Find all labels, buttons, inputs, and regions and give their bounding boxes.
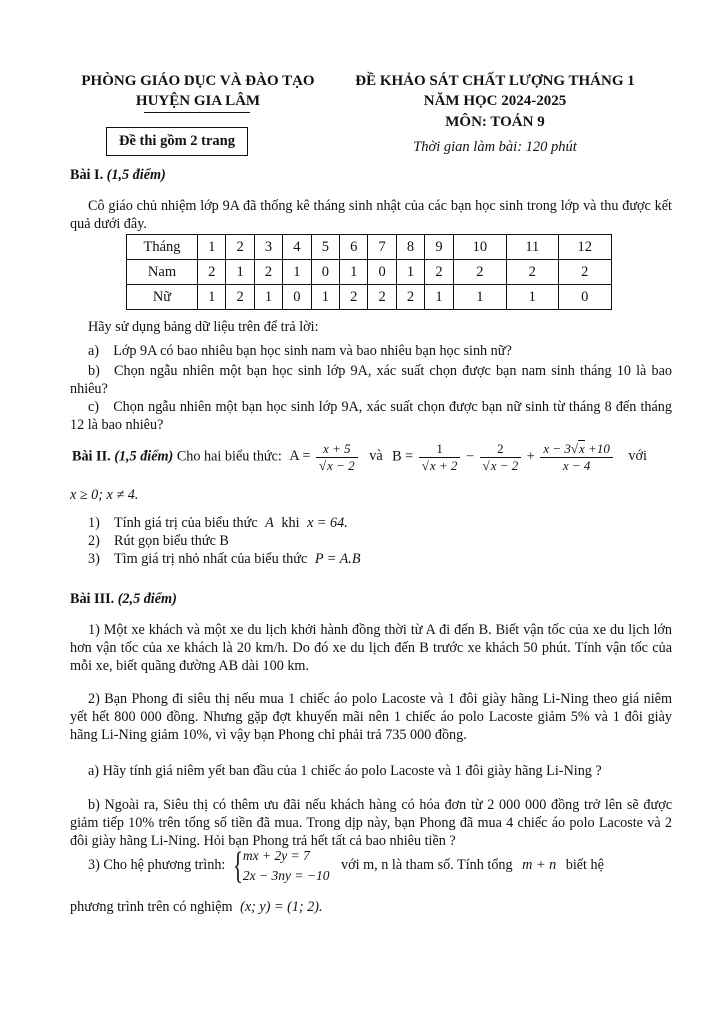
p3-solution: (x; y) = (1; 2). <box>240 899 323 915</box>
bai3-problem-2b: b) Ngoài ra, Siêu thị có thêm ưu đãi nếu khách hàng có hóa đơn từ 2 000 000 đồng trở lên sẽ được giảm tiếp 10% trên tổng số tiền đã mua. Trong dịp này, bạn Phong đã mua 4 chiếc áo polo Lacoste và 2 đôi giày hãng Li-Ning. Hỏi bạn Phong trả hết tất cả bao nhiêu tiền ? <box>70 797 672 850</box>
row-label-nam: Nam <box>127 260 198 285</box>
expr-b-term1 <box>419 441 461 473</box>
q1-value: x = 64. <box>307 515 348 531</box>
table-cell: 2 <box>198 260 226 285</box>
expr-a-label: A = <box>289 448 311 465</box>
term1-denominator: √x + 2 <box>421 457 458 473</box>
table-cell: 3 <box>254 235 282 260</box>
table-cell: 1 <box>507 285 559 310</box>
bai2-intro: Cho hai biểu thức: <box>176 448 282 465</box>
q1-var: A <box>265 515 274 531</box>
q3-expr: P = A.B <box>314 551 361 567</box>
table-cell: 4 <box>283 235 311 260</box>
table-cell: 1 <box>396 260 424 285</box>
radicand: x <box>327 457 333 473</box>
bai3-problem-3-line1 <box>88 846 676 885</box>
table-cell: 1 <box>254 285 282 310</box>
p3-intro: 3) Cho hệ phương trình: <box>88 856 226 873</box>
table-cell: 1 <box>198 285 226 310</box>
system-equation-2: 2x − 3ny = −10 <box>242 867 330 883</box>
bai2-heading-line <box>72 441 676 473</box>
table-cell: 2 <box>368 285 396 310</box>
radicand: x <box>579 441 585 456</box>
bai1-points: (1,5 điểm) <box>106 167 166 183</box>
pages-note-box: Đề thi gồm 2 trang <box>106 127 248 156</box>
bai2-title: Bài II. <box>72 448 111 465</box>
bai3-heading <box>70 590 177 608</box>
table-cell: 2 <box>340 285 368 310</box>
table-cell: 11 <box>507 235 559 260</box>
time-limit: Thời gian làm bài: 120 phút <box>413 139 577 155</box>
table-row-nam <box>127 260 612 285</box>
expr-a-fraction <box>316 441 358 473</box>
expr-a-denominator: √x − 2 <box>318 457 355 473</box>
numerator-post: +10 <box>584 441 610 456</box>
p3-post: biết hệ <box>565 856 604 873</box>
expr-b-label: B = <box>392 448 414 465</box>
system-equation-1: mx + 2y = 7 <box>242 848 310 863</box>
expr-a-numerator: x + 5 <box>316 441 358 458</box>
bai1-question-b: b) Chọn ngẫu nhiên một bạn học sinh lớp 9A, xác suất chọn được bạn nam sinh tháng 10 là bao nhiêu? <box>70 363 672 398</box>
table-cell: 0 <box>311 260 339 285</box>
p3-sum: m + n <box>522 856 557 873</box>
table-cell: 12 <box>558 235 611 260</box>
denominator-rest: − 2 <box>496 457 519 473</box>
table-cell: 2 <box>558 260 611 285</box>
table-cell: 2 <box>226 235 254 260</box>
expr-b-term3 <box>540 441 613 473</box>
birthday-stats-table <box>126 234 612 310</box>
table-cell: 0 <box>283 285 311 310</box>
table-row-nu <box>127 285 612 310</box>
table-cell: 8 <box>396 235 424 260</box>
term2-denominator: √x − 2 <box>482 457 519 473</box>
denominator-rest: − 2 <box>332 457 355 473</box>
q1-mid: khi <box>281 515 300 531</box>
minus-sign: − <box>465 448 474 465</box>
numerator-pre: x − 3 <box>543 441 571 456</box>
table-cell: 2 <box>396 285 424 310</box>
table-cell: 1 <box>453 285 506 310</box>
brace-icon: { <box>232 845 243 887</box>
radicand: x <box>429 457 436 473</box>
bai3-problem-2: 2) Bạn Phong đi siêu thị nếu mua 1 chiếc áo polo Lacoste và 1 đôi giày hãng Li-Ning theo giá niêm yết hết 800 000 đồng. Nhưng gặp đợt khuyến mãi nên 1 chiếc áo polo Lacoste giảm 5% và 1 đôi giày hãng Li-Ning giảm 10%, vì vậy bạn Phong chỉ phải trả 735 000 đồng. <box>70 691 672 744</box>
bai3-problem-3-line2 <box>70 898 323 916</box>
table-cell: 9 <box>425 235 453 260</box>
subject: MÔN: TOÁN 9 <box>445 114 545 130</box>
table-cell: 2 <box>425 260 453 285</box>
p3-line2-text: phương trình trên có nghiệm <box>70 899 233 915</box>
p3-mid: với m, n là tham số. Tính tổng <box>341 856 513 873</box>
bai2-question-1 <box>88 514 348 532</box>
department-name: PHÒNG GIÁO DỤC VÀ ĐÀO TẠO <box>81 73 315 89</box>
header-underline <box>144 112 250 113</box>
table-cell: 0 <box>368 260 396 285</box>
plus-sign: + <box>526 448 535 465</box>
table-header-label: Tháng <box>127 235 198 260</box>
q1-text: 1) Tính giá trị của biểu thức <box>88 515 258 531</box>
table-cell: 6 <box>340 235 368 260</box>
table-cell: 5 <box>311 235 339 260</box>
term1-numerator: 1 <box>419 441 461 458</box>
bai3-problem-1: 1) Một xe khách và một xe du lịch khởi hành đồng thời từ A đi đến B. Biết vận tốc của xe du lịch lớn hơn vận tốc của xe khách là 20 km/h. Do đó xe du lịch đến B trước xe khách 50 phút. Tính vận tốc của mỗi xe, biết quãng đường AB dài 100 km. <box>70 622 672 675</box>
table-header-row <box>127 235 612 260</box>
bai1-title: Bài I. <box>70 167 104 183</box>
bai2-points: (1,5 điểm) <box>114 448 174 465</box>
table-cell: 7 <box>368 235 396 260</box>
bai1-heading <box>70 166 166 184</box>
term2-numerator: 2 <box>480 441 522 458</box>
with-word: với <box>628 448 647 465</box>
table-cell: 1 <box>340 260 368 285</box>
table-cell: 2 <box>453 260 506 285</box>
exam-title: ĐỀ KHẢO SÁT CHẤT LƯỢNG THÁNG 1 <box>355 73 635 89</box>
bai2-question-2: 2) Rút gọn biểu thức B <box>88 533 229 549</box>
table-cell: 1 <box>198 235 226 260</box>
table-cell: 1 <box>425 285 453 310</box>
q3-text: 3) Tìm giá trị nhỏ nhất của biểu thức <box>88 551 308 567</box>
and-word: và <box>369 448 383 465</box>
bai3-title: Bài III. <box>70 591 115 607</box>
school-year: NĂM HỌC 2024-2025 <box>423 93 567 109</box>
table-cell: 2 <box>226 285 254 310</box>
bai3-problem-2a: a) Hãy tính giá niêm yết ban đầu của 1 chiếc áo polo Lacoste và 1 đôi giày hãng Li-Ning ? <box>88 763 602 779</box>
table-cell: 10 <box>453 235 506 260</box>
table-cell: 2 <box>507 260 559 285</box>
denominator-rest: + 2 <box>435 457 458 473</box>
table-cell: 1 <box>311 285 339 310</box>
bai1-instruction: Hãy sử dụng bảng dữ liệu trên để trả lời: <box>88 319 319 335</box>
term3-numerator: x − 3√x +10 <box>540 441 613 458</box>
bai3-points: (2,5 điểm) <box>117 591 177 607</box>
district-name: HUYỆN GIA LÂM <box>135 93 261 109</box>
equation-system <box>233 846 330 885</box>
term3-denominator: x − 4 <box>562 457 591 473</box>
table-cell: 0 <box>558 285 611 310</box>
table-cell: 1 <box>283 260 311 285</box>
row-label-nu: Nữ <box>127 285 198 310</box>
bai2-question-3 <box>88 550 361 568</box>
bai2-condition: x ≥ 0; x ≠ 4. <box>70 487 139 503</box>
bai1-question-c: c) Chọn ngẫu nhiên một bạn học sinh lớp 9A, xác suất chọn được bạn nữ sinh từ tháng 8 đến tháng 12 là bao nhiêu? <box>70 399 672 434</box>
table-cell: 2 <box>254 260 282 285</box>
table-cell: 1 <box>226 260 254 285</box>
bai1-question-a: a) Lớp 9A có bao nhiêu bạn học sinh nam và bao nhiêu bạn học sinh nữ? <box>88 343 512 359</box>
expr-b-term2 <box>480 441 522 473</box>
bai1-intro: Cô giáo chủ nhiệm lớp 9A đã thống kê tháng sinh nhật của các bạn học sinh trong lớp và thu được kết quả dưới đây. <box>70 198 672 233</box>
radicand: x <box>490 457 497 473</box>
